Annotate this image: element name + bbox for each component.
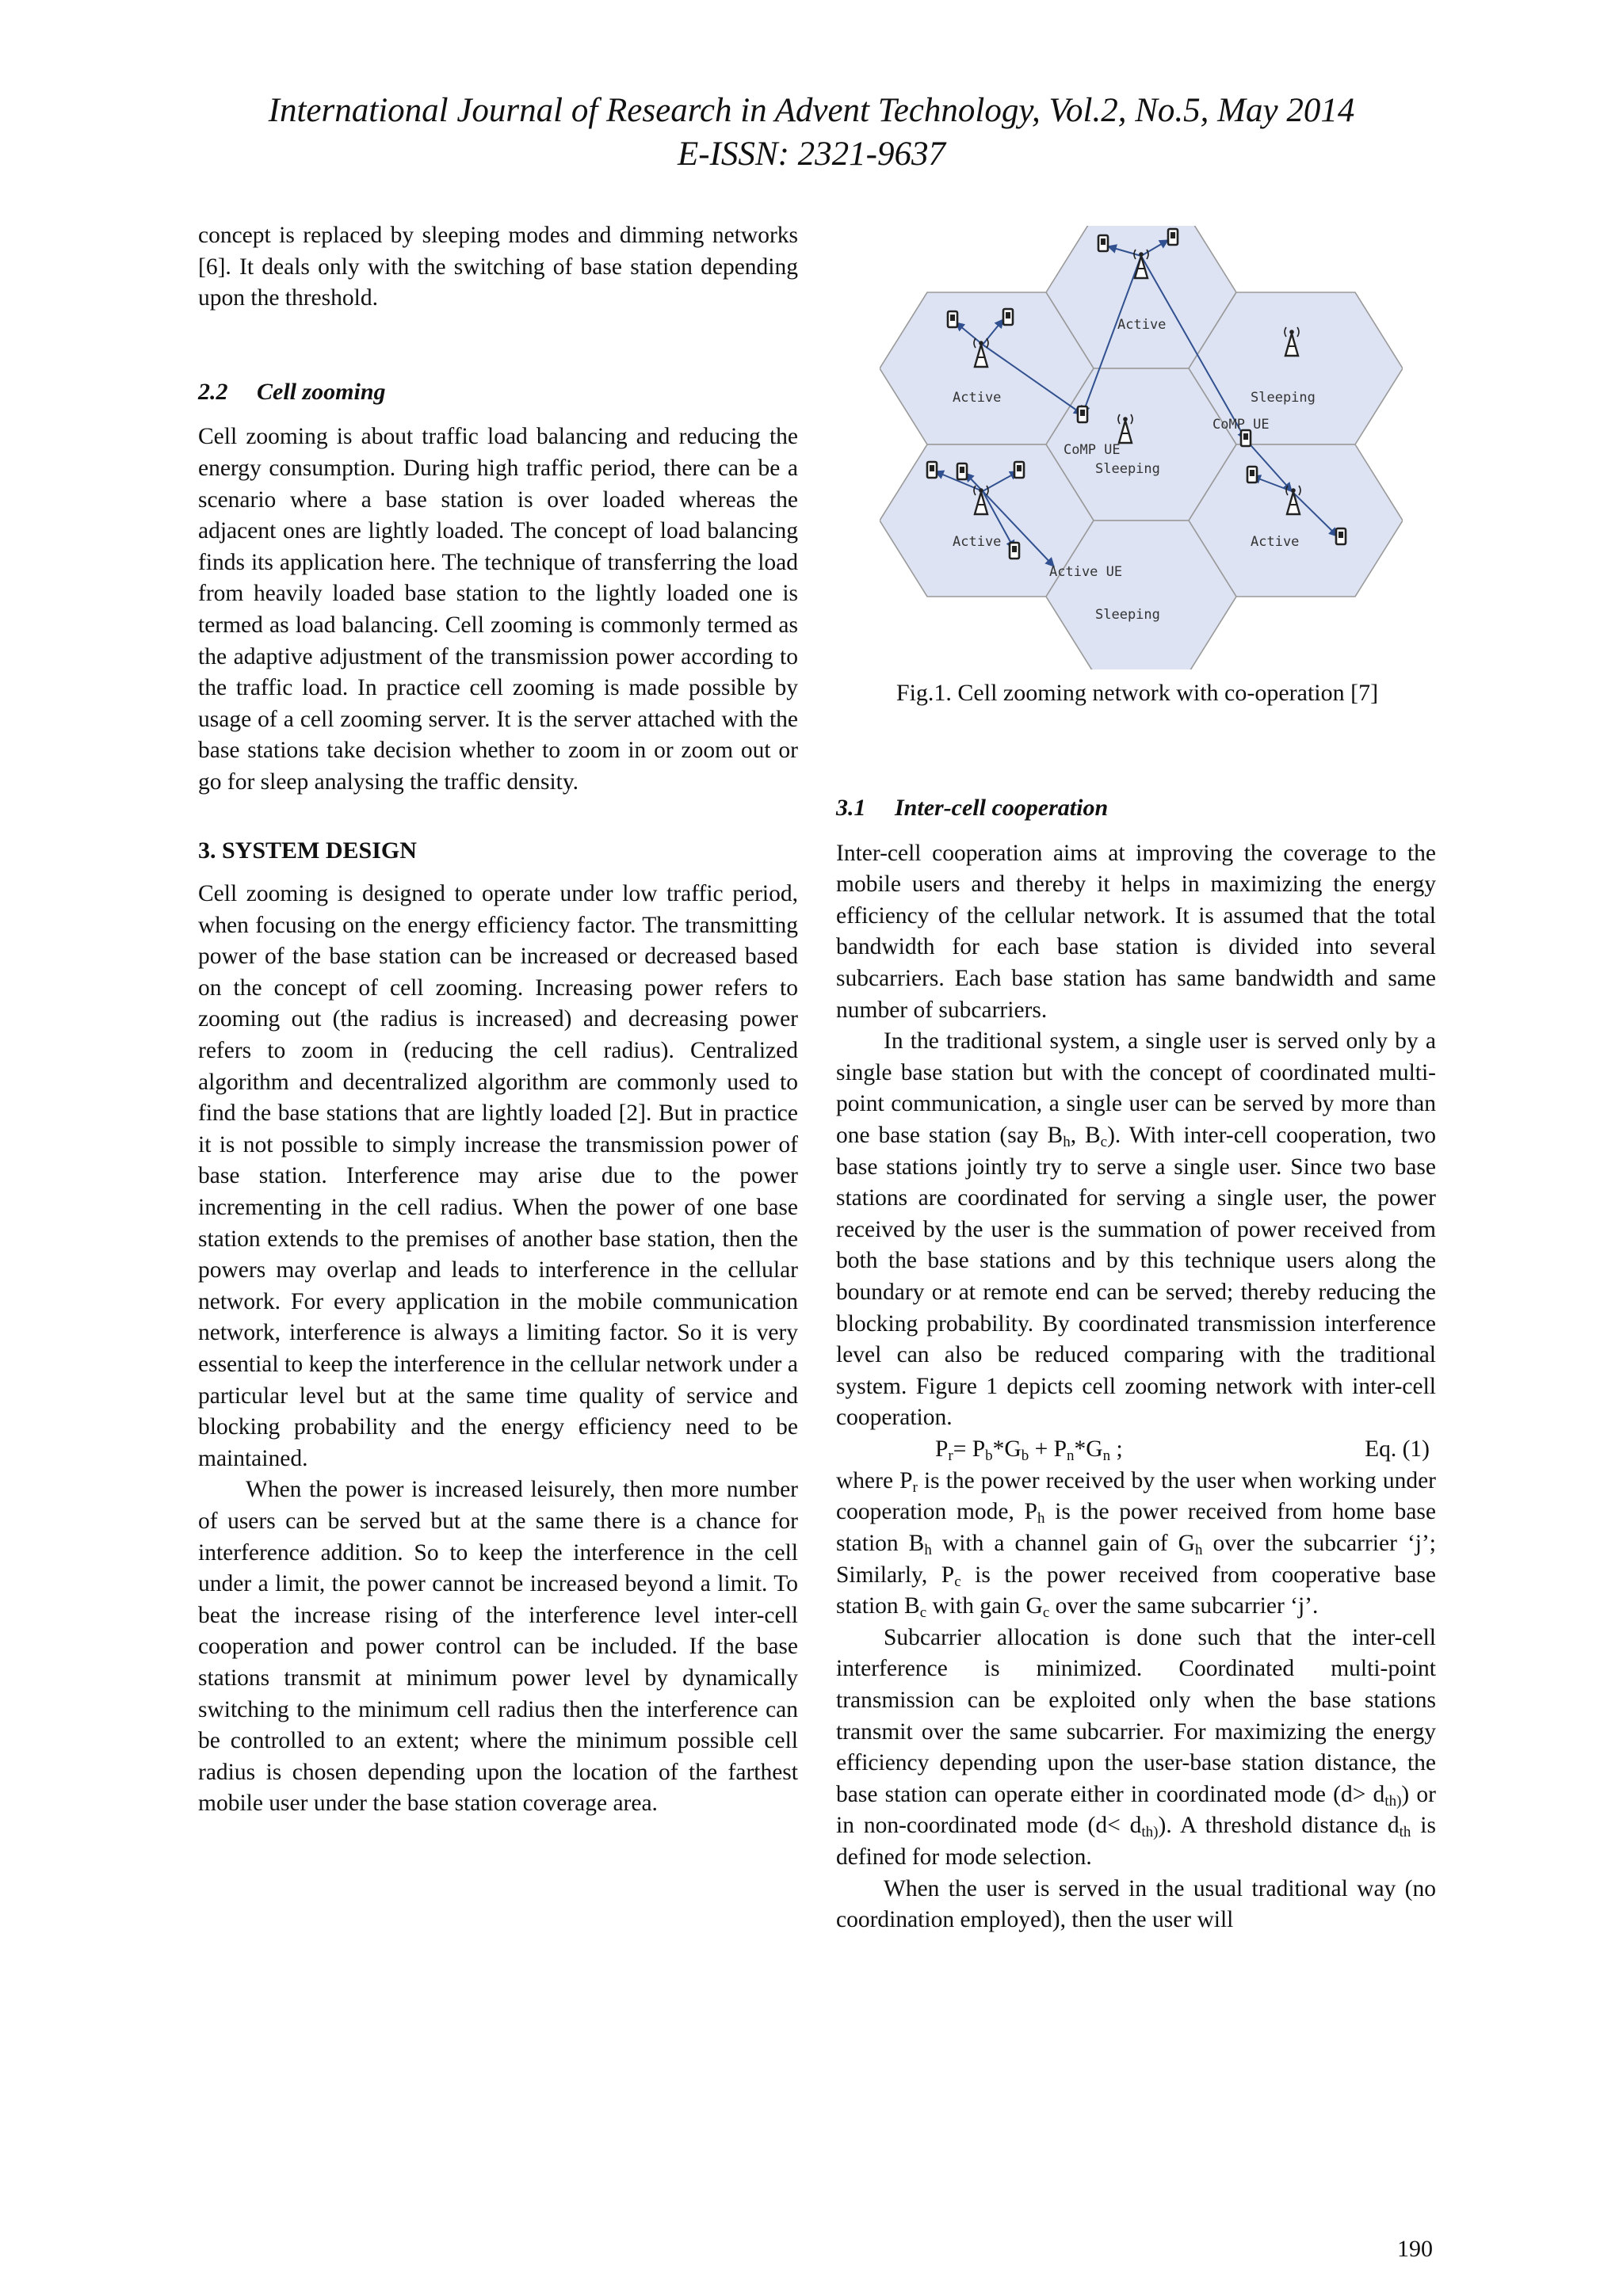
equation-expression: $P_r= P_b*G_b + P_n*G_n$ ; — [935, 1436, 1123, 1464]
label-center-b: Sleeping — [1095, 461, 1160, 477]
section-3-heading: 3. SYSTEM DESIGN — [198, 837, 417, 864]
paragraph-power-increase: When the power is increased leisurely, then more number of users can be served but at the same there is a chance for interference addition. So to keep the interference in the cell under a limit, the power cannot be increased beyond a limit. To beat the increase rising of the interference level inter-cell cooperation and power control can be included. If the base stations transmit at minimum power level by dynamically switching to the minimum cell radius then the interference can be controlled to an extent; where the minimum possible cell radius is chosen depending upon the location of the farthest mobile user under the base station coverage area. — [198, 1477, 798, 1817]
mobile-user-icon — [948, 311, 957, 327]
label-center-a: CoMP UE — [1064, 442, 1121, 458]
right-column — [836, 792, 1436, 1936]
equation-label: Eq. (1) — [1365, 1436, 1430, 1462]
mobile-user-icon — [957, 463, 967, 479]
label-lower-left: Active — [953, 534, 1002, 550]
label-upper-right: Sleeping — [1251, 390, 1316, 406]
paragraph-system-design: Cell zooming is designed to operate under low traffic period, when focusing on the energy efficiency factor. The transmitting power of the base station can be increased or decreased based on the concept of cell zooming. Increasing power refers to zooming out (the radius is increased) and decreasing power refers to zoom in (reducing the cell radius). Centralized algorithm and decentralized algorithm are commonly used to find the base stations that are lightly loaded [2]. But in practice it is not possible to simply increase the transmission power of base station. Interference may arise due to the power incrementing in the cell radius. When the power of one base station extends to the premises of another base station, then the powers may overlap and leads to interference in the cellular network. For every application in the mobile communication network, interference is always a limiting factor. So it is very essential to keep the interference in the cellular network under a particular level but at the same time quality of service and blocking probability and the energy efficiency need to be maintained. — [198, 881, 798, 1471]
mobile-user-icon — [1010, 543, 1019, 559]
journal-title: International Journal of Research in Advent Technology, Vol.2, No.5, May 2014 — [268, 92, 1355, 129]
section-2-2-number: 2.2 — [198, 378, 228, 405]
figure-cell-zooming — [880, 226, 1403, 669]
paragraph-subcarrier: Subcarrier allocation is done such that the inter-cell interference is minimized. Coordinated multi-point transmission can be exploited only when the base stations transmit over the same subcarrier. For maximizing the energy efficiency depending upon the user-base station distance, the base station can operate either in coordinated mode $(d> d_{th)})$ or in non-coordinated mode $(d< d_{th)})$. A threshold distance $d_{th}$ is defined for mode selection. — [836, 1624, 1436, 1870]
paragraph-cell-zooming: Cell zooming is about traffic load balancing and reducing the energy consumption. During high traffic period, there can be a scenario where a base station is over loaded whereas the adjacent ones are lightly loaded. The concept of load balancing finds its application here. The technique of transferring the load from heavily loaded base station to the lightly loaded one is termed as load balancing. Cell zooming is commonly termed as the adaptive adjustment of the transmission power according to the traffic load. In practice cell zooming is made possible by usage of a cell zooming server. It is the server attached with the base stations take decision whether to zoom in or zoom out or go for sleep analysing the traffic density. — [198, 424, 798, 795]
mobile-user-icon — [1168, 229, 1178, 245]
label-top: Active — [1117, 317, 1167, 333]
mobile-user-icon — [1336, 528, 1346, 544]
mobile-user-icon — [1098, 235, 1108, 251]
figure-diagram — [880, 226, 1403, 669]
paragraph-inter-cell: Inter-cell cooperation aims at improving the coverage to the mobile users and thereby it helps in maximizing the energy efficiency of the cellular network. It is assumed that the total bandwidth for each base station is divided into several subcarriers. Each base station has same bandwidth and same number of subcarriers. — [836, 840, 1436, 1023]
left-column — [198, 220, 798, 1820]
mobile-user-icon — [1241, 430, 1251, 446]
equation-1 — [836, 1434, 1436, 1466]
journal-header — [0, 89, 1623, 176]
paragraph-traditional-system: In the traditional system, a single user is served only by a single base station but with the concept of coordinated multi-point communication, a single user can be served by more than one base station (say $B_h$, $B_c$). With inter-cell cooperation, two base stations jointly try to serve a single user. Since two base stations are coordinated for serving a single user, the power received by the user is the summation of power received from both the base stations and by this technique users along the boundary or at remote end can be served; thereby reducing the blocking probability. By coordinated transmission interference level can also be reduced comparing with the traditional system. Figure 1 depicts cell zooming network with inter-cell cooperation. — [836, 1028, 1437, 1431]
mobile-user-icon — [1078, 406, 1087, 422]
paragraph-intro: concept is replaced by sleeping modes and dimming networks [6]. It deals only with the switching of base station depending upon the threshold. — [198, 223, 798, 311]
paragraph-where: where $P_r$ is the power received by the user when working under cooperation mode, $P_h$ is the power received from home base station $B_h$ with a channel gain of $G_h$ over the subcarrier ‘j’; Similarly, $P_c$ is the power received from cooperative base station $B_c$ with gain $G_c$ over the same subcarrier ‘j’. — [836, 1467, 1436, 1622]
paragraph-traditional-way: When the user is served in the usual traditional way (no coordination employed), then the user will — [836, 1875, 1436, 1933]
section-3-1-title: Inter-cell cooperation — [895, 795, 1109, 821]
label-lower-right: Active — [1251, 534, 1300, 550]
section-2-2-heading — [198, 376, 798, 408]
label-upper-left: Active — [953, 390, 1002, 406]
figure-caption: Fig.1. Cell zooming network with co-operation [7] — [896, 680, 1379, 706]
label-bottom-a: Active UE — [1049, 564, 1123, 580]
mobile-user-icon — [1247, 467, 1257, 482]
mobile-user-icon — [1014, 462, 1024, 478]
section-2-2-title: Cell zooming — [257, 378, 386, 405]
journal-issn: E-ISSN: 2321-9637 — [678, 135, 945, 173]
label-center-right: CoMP UE — [1212, 417, 1270, 433]
label-bottom-b: Sleeping — [1095, 607, 1160, 623]
page-number: 190 — [1397, 2236, 1433, 2262]
section-3-1-heading — [836, 792, 1436, 824]
mobile-user-icon — [1003, 309, 1013, 325]
section-3-1-number: 3.1 — [836, 795, 866, 821]
mobile-user-icon — [927, 462, 937, 478]
